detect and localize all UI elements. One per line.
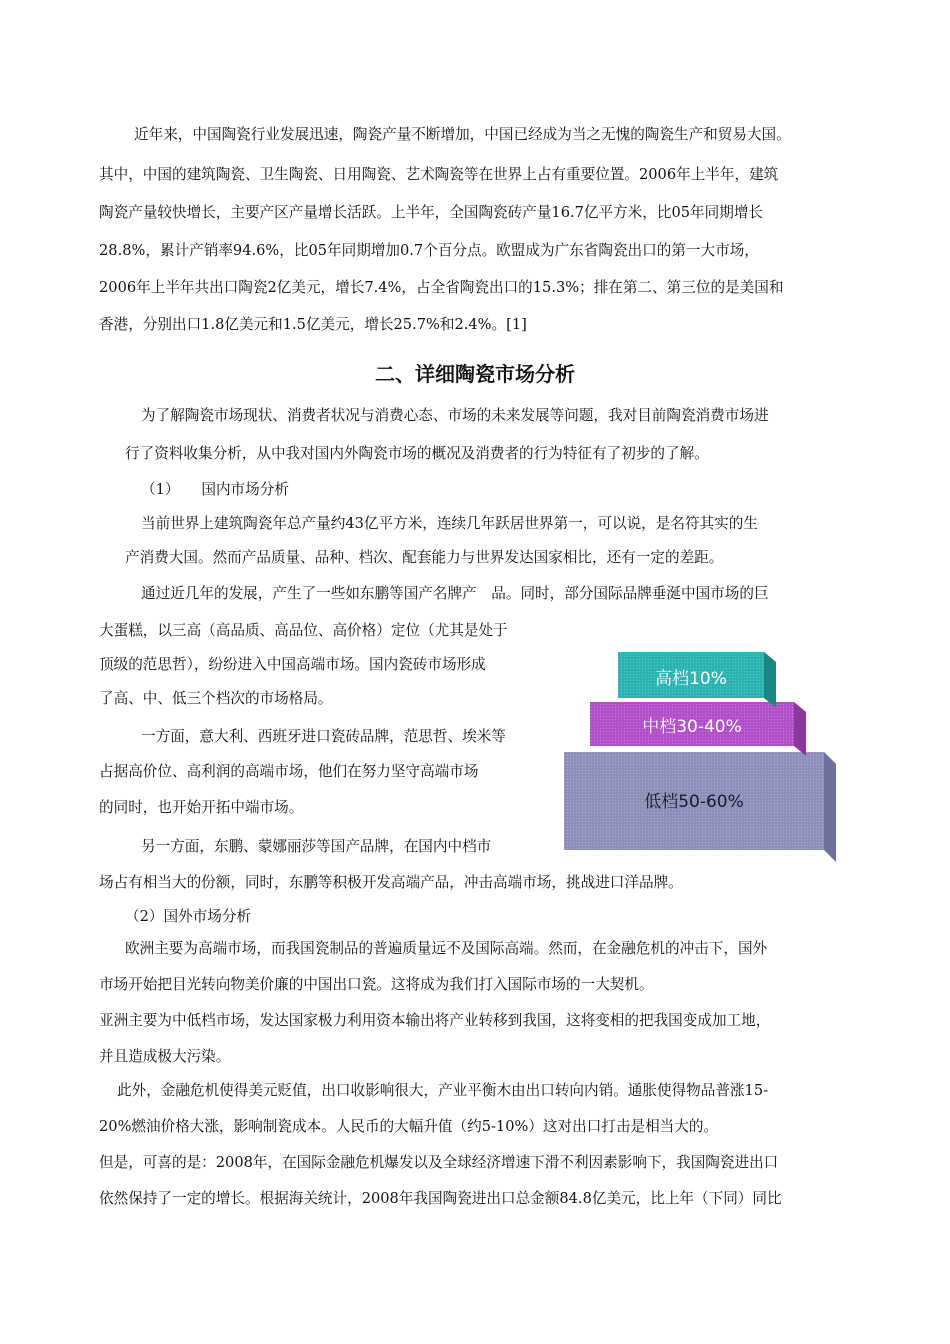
body-line: 顶级的范思哲），纷纷进入中国高端市场。国内瓷砖市场形成 — [99, 656, 486, 673]
intro-line: 近年来，中国陶瓷行业发展迅速，陶瓷产量不断增加，中国已经成为当之无愧的陶瓷生产和贸易大国。 — [134, 126, 791, 143]
tier-high-label: 高档10% — [655, 669, 727, 689]
body-line: 产消费大国。然而产品质量、品种、档次、配套能力与世界发达国家相比，还有一定的差距。 — [125, 549, 724, 566]
body-line: 当前世界上建筑陶瓷年总产量约43亿平方米，连续几年跃居世界第一，可以说，是名符其实的生 — [141, 515, 758, 532]
body-line: 但是，可喜的是：2008年，在国际金融危机爆发以及全球经济增速下滑不利因素影响下，我国陶瓷进出口 — [99, 1154, 779, 1171]
intro-line: 其中，中国的建筑陶瓷、卫生陶瓷、日用陶瓷、艺术陶瓷等在世界上占有重要位置。2006年上半年，建筑 — [99, 166, 779, 183]
intro-line: 香港，分别出口1.8亿美元和1.5亿美元，增长25.7%和2.4%。[1] — [99, 316, 527, 333]
tier-low-side — [824, 752, 836, 862]
body-line: 占据高价位、高利润的高端市场，他们在努力坚守高端市场 — [99, 763, 479, 780]
body-line: 亚洲主要为中低档市场，发达国家极力利用资本输出将产业转移到我国，这将变相的把我国变成加工地， — [99, 1012, 771, 1029]
tier-mid-side — [794, 702, 806, 756]
pyramid-tier-mid — [590, 702, 806, 756]
body-line: 依然保持了一定的增长。根据海关统计，2008年我国陶瓷进出口总金额84.8亿美元，比上年（下同）同比 — [99, 1190, 782, 1207]
body-line: 了高、中、低三个档次的市场格局。 — [99, 690, 333, 707]
tier-low-label: 低档50-60% — [644, 792, 744, 812]
body-line: 并且造成极大污染。 — [99, 1048, 231, 1065]
body-line: 市场开始把目光转向物美价廉的中国出口瓷。这将成为我们打入国际市场的一大契机。 — [99, 976, 654, 993]
body-line: 一方面，意大利、西班牙进口瓷砖品牌，范思哲、埃米等 — [141, 728, 506, 745]
body-line: 通过近几年的发展，产生了一些如东鹏等国产名牌产 品。同时，部分国际品牌垂涎中国市场的巨 — [141, 585, 769, 602]
body-line: 为了解陶瓷市场现状、消费者状况与消费心态、市场的未来发展等问题，我对目前陶瓷消费市场进 — [141, 407, 769, 424]
pyramid-tier-low — [564, 752, 836, 862]
body-line: 20%燃油价格大涨，影响制瓷成本。人民币的大幅升值（约5-10%）这对出口打击是相当大的。 — [99, 1118, 719, 1135]
body-line: 另一方面，东鹏、蒙娜丽莎等国产品牌，在国内中档市 — [141, 838, 492, 855]
body-line: 行了资料收集分析，从中我对国内外陶瓷市场的概况及消费者的行为特征有了初步的了解。 — [125, 445, 709, 462]
subsection-title-domestic: （1） 国内市场分析 — [141, 481, 289, 498]
body-line: 大蛋糕，以三高（高品质、高品位、高价格）定位（尤其是处于 — [99, 622, 508, 639]
intro-line: 陶瓷产量较快增长，主要产区产量增长活跃。上半年，全国陶瓷砖产量16.7亿平方米，比05年同期增长 — [99, 204, 764, 221]
intro-line: 28.8%，累计产销率94.6%，比05年同期增加0.7个百分点。欧盟成为广东省陶瓷出口的第一大市场， — [99, 242, 759, 259]
tier-mid-label: 中档30-40% — [642, 717, 742, 737]
subsection-title-foreign: （2）国外市场分析 — [125, 908, 252, 925]
market-tier-pyramid — [560, 640, 840, 865]
tier-high-side — [764, 652, 776, 708]
section-heading: 二、详细陶瓷市场分析 — [375, 362, 575, 386]
pyramid-tier-high — [618, 652, 776, 708]
body-line: 此外，金融危机使得美元贬值，出口收影响很大，产业平衡木由出口转向内销。通胀使得物品普涨15- — [117, 1082, 769, 1099]
body-line: 场占有相当大的份额，同时，东鹏等积极开发高端产品，冲击高端市场，挑战进口洋品牌。 — [99, 874, 683, 891]
intro-line: 2006年上半年共出口陶瓷2亿美元，增长7.4%，占全省陶瓷出口的15.3%；排在第二、第三位的是美国和 — [99, 279, 784, 296]
body-line: 欧洲主要为高端市场，而我国瓷制品的普遍质量远不及国际高端。然而，在金融危机的冲击下，国外 — [125, 940, 768, 957]
body-line: 的同时，也开始开拓中端市场。 — [99, 799, 304, 816]
